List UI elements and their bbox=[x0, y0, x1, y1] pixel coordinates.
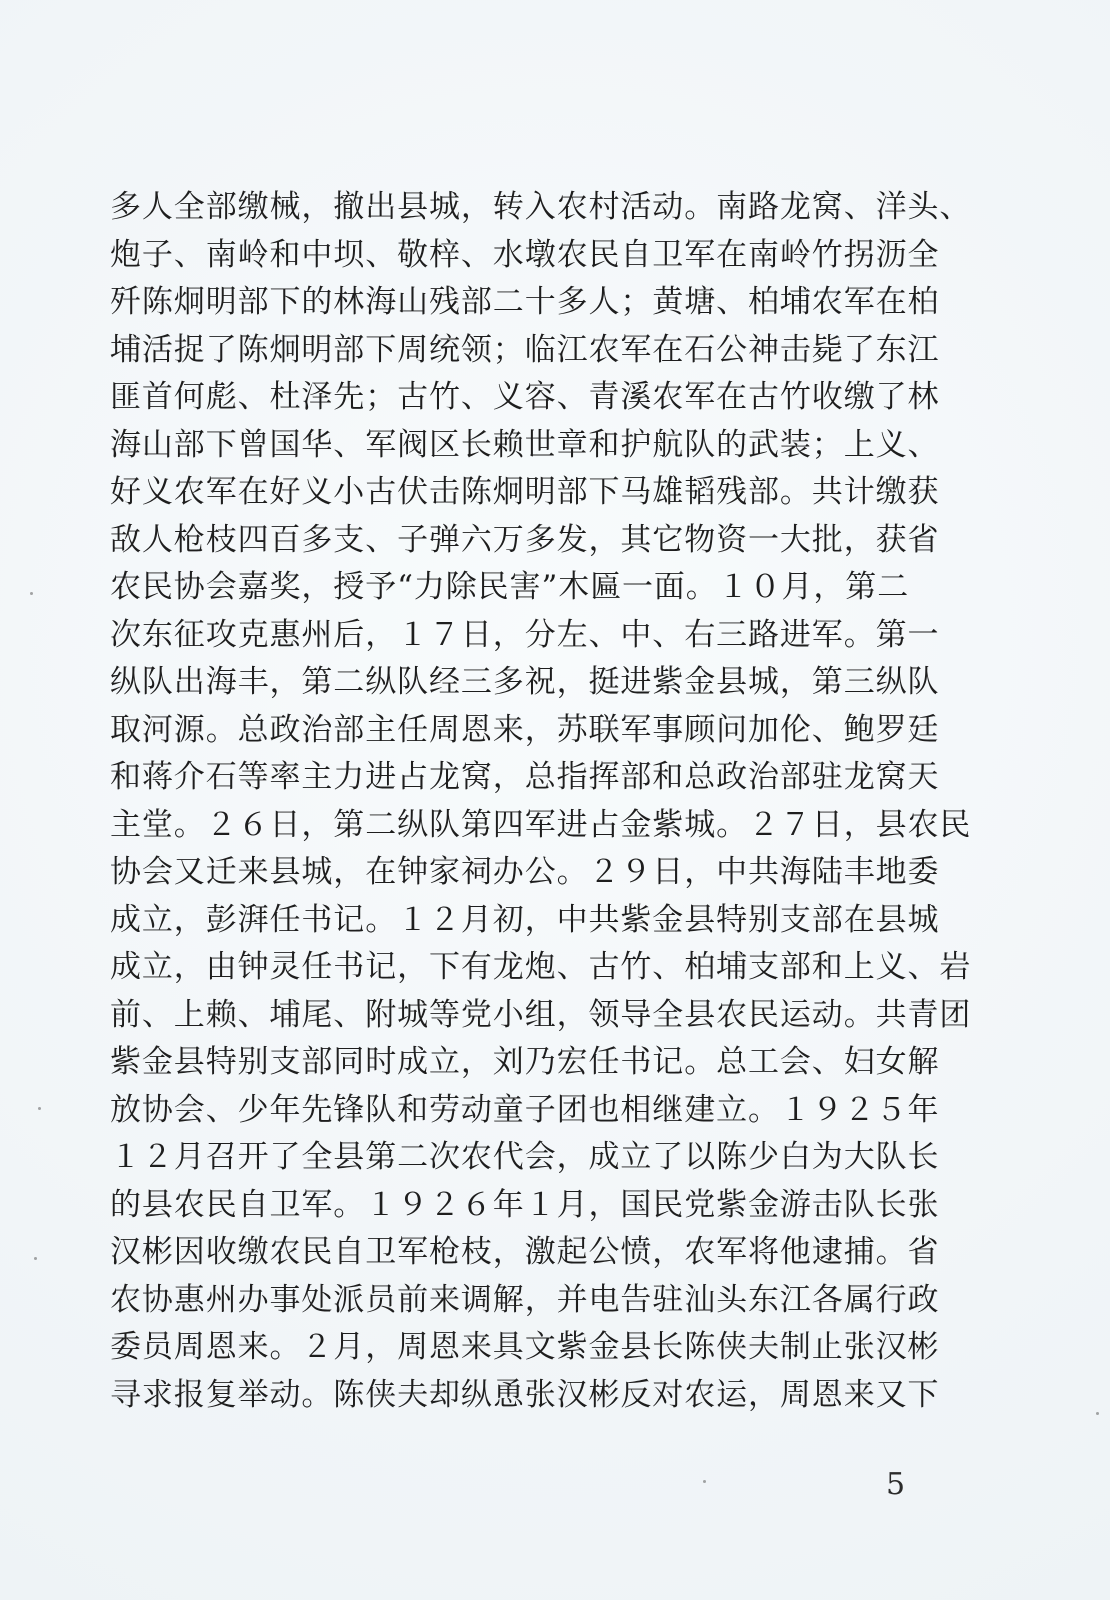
text-line: 炮子、南岭和中坝、敬梓、水墩农民自卫军在南岭竹拐沥全 bbox=[110, 236, 940, 273]
text-line: 取河源。总政治部主任周恩来，苏联军事顾问加伦、鲍罗廷 bbox=[110, 711, 940, 748]
text-line: 汉彬因收缴农民自卫军枪枝，激起公愤，农军将他逮捕。省 bbox=[110, 1234, 940, 1270]
text-line: 纵队出海丰，第二纵队经三多祝，挺进紫金县城，第三纵队 bbox=[110, 664, 940, 700]
scan-speck bbox=[1096, 1412, 1099, 1415]
text-line: 歼陈炯明部下的林海山残部二十多人；黄塘、柏埔农军在柏 bbox=[110, 284, 940, 320]
text-line: 次东征攻克惠州后，１７日，分左、中、右三路进军。第一 bbox=[110, 616, 940, 653]
text-line: 成立，由钟灵任书记，下有龙炮、古竹、柏埔支部和上义、岩 bbox=[110, 949, 972, 985]
scan-speck bbox=[30, 592, 33, 595]
text-line: 和蒋介石等率主力进占龙窝，总指挥部和总政治部驻龙窝天 bbox=[110, 759, 940, 795]
text-line: 海山部下曾国华、军阀区长赖世章和护航队的武装；上义、 bbox=[110, 426, 940, 463]
text-line: 紫金县特别支部同时成立，刘乃宏任书记。总工会、妇女解 bbox=[110, 1044, 940, 1080]
page-number: 5 bbox=[886, 1467, 906, 1502]
text-line: 敌人枪枝四百多支、子弹六万多发，其它物资一大批，获省 bbox=[110, 521, 940, 558]
text-line: 农民协会嘉奖，授予“力除民害”木匾一面。１０月，第二 bbox=[110, 569, 910, 605]
text-line: 委员周恩来。２月，周恩来具文紫金县长陈侠夫制止张汉彬 bbox=[110, 1329, 940, 1365]
text-line: 成立，彭湃任书记。１２月初，中共紫金县特别支部在县城 bbox=[110, 901, 940, 938]
text-line: 前、上赖、埔尾、附城等党小组，领导全县农民运动。共青团 bbox=[110, 996, 972, 1033]
text-line: 农协惠州办事处派员前来调解，并电告驻汕头东江各属行政 bbox=[110, 1281, 940, 1318]
text-line: 好义农军在好义小古伏击陈炯明部下马雄韬残部。共计缴获 bbox=[110, 474, 940, 510]
text-line: 的县农民自卫军。１９２６年１月，国民党紫金游击队长张 bbox=[110, 1186, 940, 1223]
scan-speck bbox=[703, 1480, 706, 1483]
text-line: 匪首何彪、杜泽先；古竹、义容、青溪农军在古竹收缴了林 bbox=[110, 379, 940, 415]
text-line: 协会又迁来县城，在钟家祠办公。２９日，中共海陆丰地委 bbox=[110, 854, 940, 890]
text-line: １２月召开了全县第二次农代会，成立了以陈少白为大队长 bbox=[110, 1139, 940, 1175]
text-line: 多人全部缴械，撤出县城，转入农村活动。南路龙窝、洋头、 bbox=[110, 189, 972, 225]
scan-speck bbox=[34, 1257, 37, 1260]
text-line: 主堂。２６日，第二纵队第四军进占金紫城。２７日，县农民 bbox=[110, 806, 972, 843]
body-text bbox=[110, 184, 980, 1419]
text-line: 寻求报复举动。陈侠夫却纵恿张汉彬反对农运，周恩来又下 bbox=[110, 1376, 940, 1413]
text-line: 放协会、少年先锋队和劳动童子团也相继建立。１９２５年 bbox=[110, 1091, 940, 1128]
text-line: 埔活捉了陈炯明部下周统领；临江农军在石公神击毙了东江 bbox=[110, 331, 940, 368]
scan-speck bbox=[38, 1107, 41, 1110]
